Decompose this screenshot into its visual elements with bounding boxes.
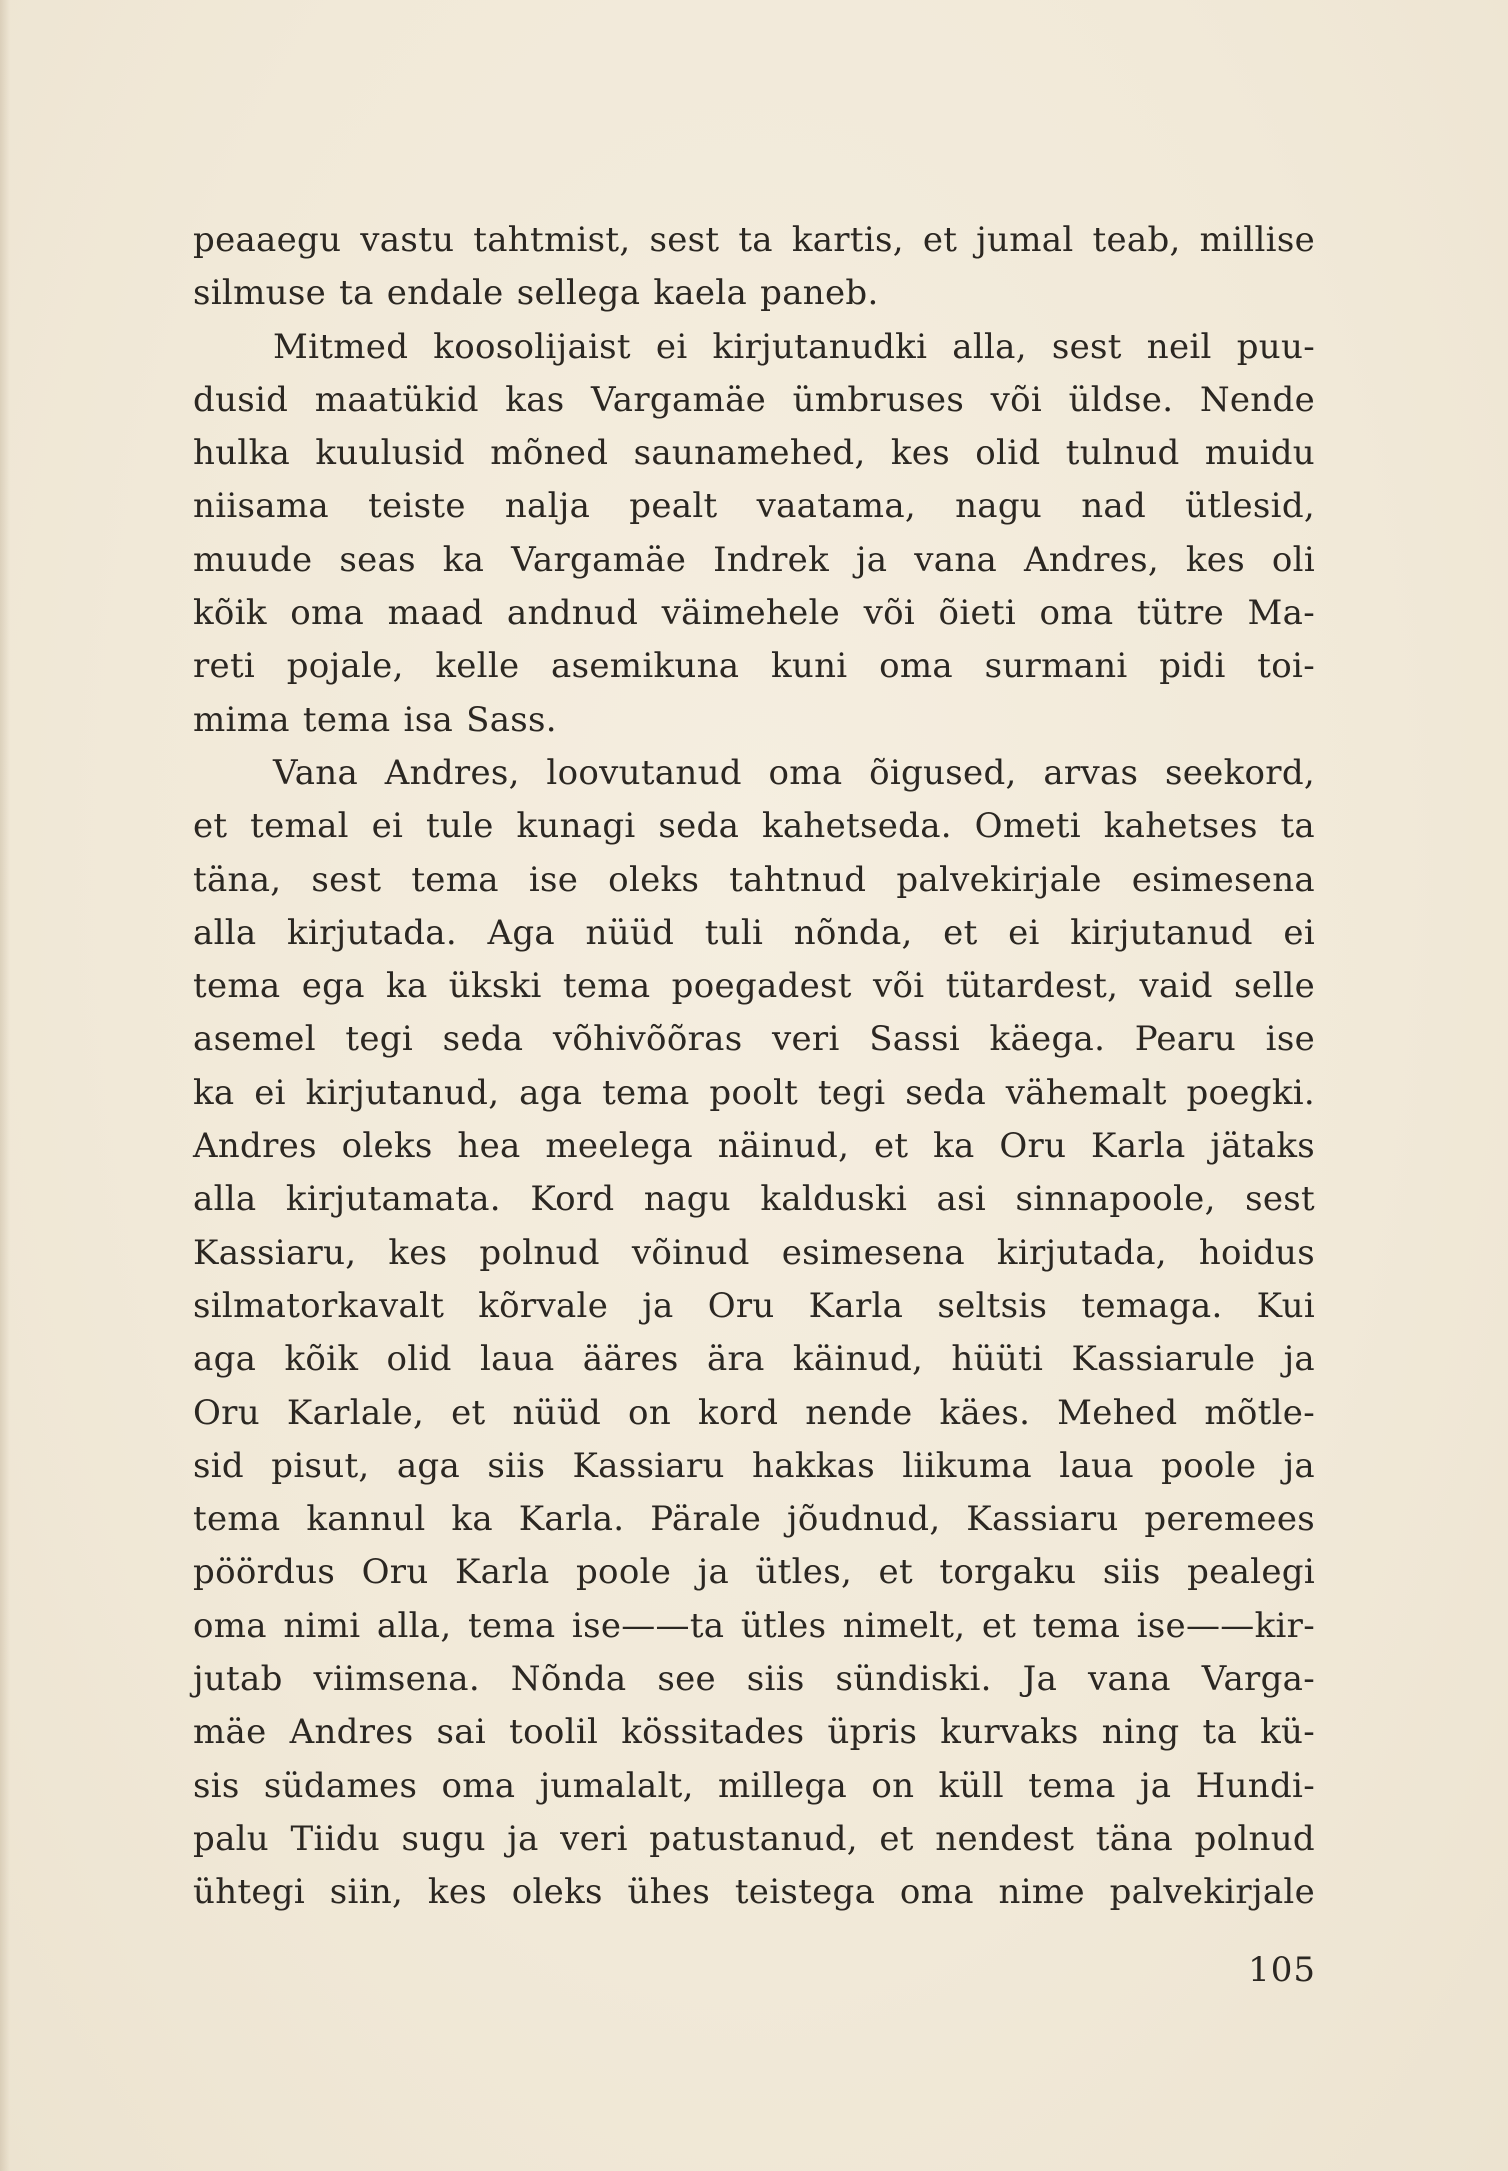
text-line: Andres oleks hea meelega näinud, et ka Oru Karla jätaks xyxy=(193,1126,1315,1167)
text-line: sis südames oma jumalalt, millega on küll tema ja Hundi- xyxy=(193,1765,1315,1806)
text-line: reti pojale, kelle asemikuna kuni oma surmani pidi toi- xyxy=(193,646,1315,687)
text-line: et temal ei tule kunagi seda kahetseda. Ometi kahetses ta xyxy=(193,806,1315,847)
text-line: silmuse ta endale sellega kaela paneb. xyxy=(193,273,879,314)
page-number: 105 xyxy=(1248,1950,1316,1990)
text-line: kõik oma maad andnud väimehele või õieti oma tütre Ma- xyxy=(193,593,1315,634)
text-line: hulka kuulusid mõned saunamehed, kes olid tulnud muidu xyxy=(193,433,1315,474)
text-line: tema kannul ka Karla. Pärale jõudnud, Kassiaru peremees xyxy=(193,1499,1315,1540)
text-line: Kassiaru, kes polnud võinud esimesena kirjutada, hoidus xyxy=(193,1232,1315,1273)
page-edge-shadow xyxy=(0,0,10,2171)
text-line: ka ei kirjutanud, aga tema poolt tegi seda vähemalt poegki. xyxy=(193,1072,1315,1113)
text-line: muude seas ka Vargamäe Indrek ja vana Andres, kes oli xyxy=(193,539,1315,580)
text-line: Oru Karlale, et nüüd on kord nende käes. Mehed mõtle- xyxy=(193,1392,1315,1433)
text-line: peaaegu vastu tahtmist, sest ta kartis, et jumal teab, millise xyxy=(193,220,1315,260)
text-line: asemel tegi seda võhivõõras veri Sassi käega. Pearu ise xyxy=(193,1019,1315,1060)
text-line: alla kirjutada. Aga nüüd tuli nõnda, et ei kirjutanud ei xyxy=(193,912,1315,953)
text-line: Mitmed koosolijaist ei kirjutanudki alla, sest neil puu- xyxy=(273,326,1315,367)
text-line: mäe Andres sai toolil kössitades üpris kurvaks ning ta kü- xyxy=(193,1712,1315,1753)
text-line: jutab viimsena. Nõnda see siis sündiski. Ja vana Varga- xyxy=(193,1659,1315,1700)
text-line: palu Tiidu sugu ja veri patustanud, et nendest täna polnud xyxy=(193,1818,1315,1859)
text-line: dusid maatükid kas Vargamäe ümbruses või üldse. Nende xyxy=(193,379,1315,420)
text-line: alla kirjutamata. Kord nagu kalduski asi sinnapoole, sest xyxy=(193,1179,1315,1220)
text-line: ühtegi siin, kes oleks ühes teistega oma nime palvekirjale xyxy=(193,1872,1315,1913)
body-text xyxy=(193,214,1315,1920)
text-line: niisama teiste nalja pealt vaatama, nagu nad ütlesid, xyxy=(193,486,1315,527)
text-line: mima tema isa Sass. xyxy=(193,699,557,740)
text-line: Vana Andres, loovutanud oma õigused, arvas seekord, xyxy=(273,752,1315,793)
text-line: oma nimi alla, tema ise——ta ütles nimelt, et tema ise——kir- xyxy=(193,1605,1315,1646)
text-line: silmatorkavalt kõrvale ja Oru Karla seltsis temaga. Kui xyxy=(193,1285,1315,1326)
text-line: täna, sest tema ise oleks tahtnud palvekirjale esimesena xyxy=(193,859,1315,900)
text-line: aga kõik olid laua ääres ära käinud, hüüti Kassiarule ja xyxy=(193,1339,1315,1380)
text-line: sid pisut, aga siis Kassiaru hakkas liikuma laua poole ja xyxy=(193,1445,1315,1486)
text-line: tema ega ka ükski tema poegadest või tütardest, vaid selle xyxy=(193,966,1315,1007)
text-line: pöördus Oru Karla poole ja ütles, et torgaku siis pealegi xyxy=(193,1552,1315,1593)
